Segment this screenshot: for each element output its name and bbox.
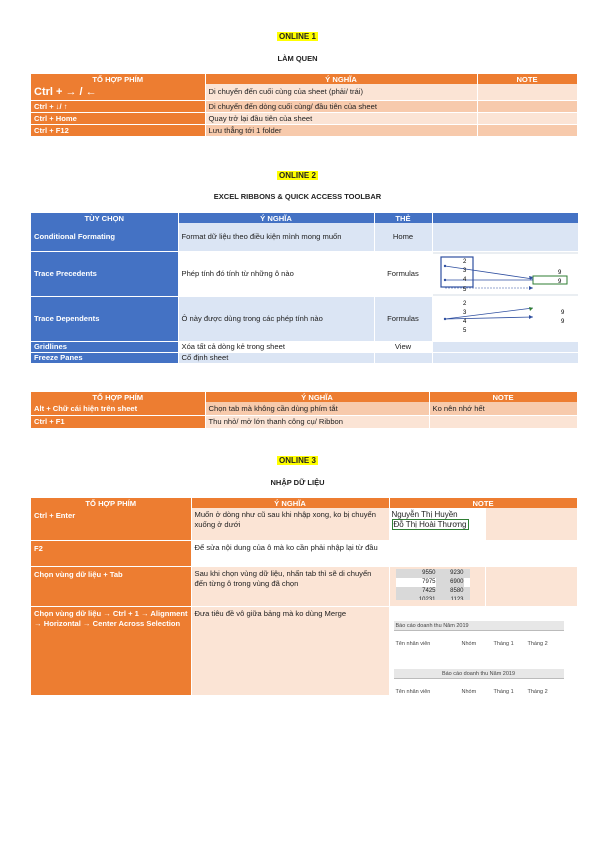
number-cell: 9230 (450, 569, 464, 576)
table-row (31, 223, 578, 251)
grid-number: 3 (462, 309, 466, 316)
shortcut-note (477, 124, 577, 136)
number-cell: 7425 (422, 587, 436, 594)
grid-number: 5 (462, 327, 466, 334)
shortcut-meaning: Quay trở lại đầu tiên của sheet (205, 112, 477, 124)
table-row (31, 352, 578, 363)
section-badge: ONLINE 2 (279, 171, 316, 180)
grid-number: 9 (557, 278, 561, 285)
report-col: Nhóm (461, 640, 477, 647)
shortcut-meaning: Đưa tiêu đề vô giữa bảng mà ko dùng Merge (191, 606, 389, 695)
grid-number: 2 (462, 258, 466, 265)
shortcut-key: Chọn vùng dữ liệu → Ctrl + 1 → Alignment → Horizontal → Center Across Selection (31, 606, 191, 695)
col-header: Ý NGHĨA (205, 74, 477, 84)
option-name: Trace Dependents (31, 296, 178, 341)
option-meaning: Ô này được dùng trong các phép tính nào (178, 296, 374, 341)
grid-number: 2 (462, 300, 466, 307)
col-header: Ý NGHĨA (191, 498, 389, 508)
shortcut-key: Alt + Chữ cái hiện trên sheet (31, 402, 205, 415)
section-title: NHẬP DỮ LIỆU (270, 478, 325, 487)
table-header (31, 213, 578, 223)
col-header: THẺ (374, 213, 432, 223)
col-header: NOTE (429, 392, 577, 402)
shortcut-meaning: Lưu thẳng tới 1 folder (205, 124, 477, 136)
center-across-illustration (389, 606, 577, 695)
col-header: TỔ HỢP PHÍM (31, 498, 191, 508)
table-row (31, 100, 577, 112)
report-col: Nhóm (461, 688, 477, 695)
option-meaning: Xóa tất cả dòng kẻ trong sheet (178, 341, 374, 352)
table-row (31, 402, 577, 415)
col-header (432, 213, 578, 223)
report-col: Tháng 2 (527, 640, 548, 647)
table-row (31, 84, 577, 100)
name-cells (389, 508, 485, 540)
shortcut-meaning: Muốn ở dòng như cũ sau khi nhập xong, ko bị chuyển xuống ở dưới (191, 508, 389, 540)
grid-number: 4 (462, 318, 466, 325)
report-col: Tháng 2 (527, 688, 548, 695)
col-header: TÙY CHỌN (31, 213, 178, 223)
shortcut-key: F2 (31, 540, 191, 566)
option-name: Gridlines (31, 341, 178, 352)
option-tab (374, 352, 432, 363)
col-header: NOTE (389, 498, 577, 508)
report-col: Tên nhân viên (395, 640, 431, 647)
shortcut-meaning: Di chuyển đến cuối cùng của sheet (phải/ trái) (205, 84, 477, 100)
shortcut-table-1 (31, 74, 578, 137)
report-col: Tháng 1 (493, 640, 514, 647)
shortcut-meaning: Chọn tab mà không cần dùng phím tắt (205, 402, 429, 415)
trace-dependents-illustration (432, 296, 578, 341)
report-title-centered: Báo cáo doanh thu Năm 2019 (441, 670, 516, 677)
table-row (31, 606, 577, 695)
col-header: Ý NGHĨA (178, 213, 374, 223)
option-tab: Home (374, 223, 432, 251)
section-title: EXCEL RIBBONS & QUICK ACCESS TOOLBAR (213, 192, 382, 201)
number-cell: 1123 (450, 596, 464, 600)
option-meaning: Format dữ liệu theo điều kiện mình mong muốn (178, 223, 374, 251)
shortcut-note: Ko nên nhớ hết (429, 402, 577, 415)
number-cell: 7975 (422, 578, 436, 585)
number-cell: 6900 (436, 578, 464, 587)
shortcut-key: Ctrl + Enter (31, 508, 191, 540)
section-badge: ONLINE 1 (279, 32, 316, 41)
table-row (31, 296, 578, 341)
col-header: TỔ HỢP PHÍM (31, 392, 205, 402)
data-entry-table (31, 498, 578, 696)
grid-number: 3 (462, 267, 466, 274)
table-row (31, 124, 577, 136)
number-cell: 10231 (418, 596, 436, 600)
shortcut-note (477, 112, 577, 124)
table-row (31, 251, 578, 296)
report-col: Tháng 1 (493, 688, 514, 695)
name-cell-selected: Đỗ Thị Hoài Thương (393, 520, 467, 529)
table-row (31, 508, 577, 540)
shortcut-key: Ctrl + ↓/ ↑ (31, 100, 205, 112)
shortcut-key: Ctrl + F12 (31, 124, 205, 136)
shortcut-meaning: Sau khi chọn vùng dữ liệu, nhấn tab thì sẽ di chuyển đến từng ô trong vùng đã chọn (191, 566, 389, 606)
table-row (31, 415, 577, 428)
shortcut-meaning: Thu nhỏ/ mở lớn thanh công cụ/ Ribbon (205, 415, 429, 428)
ribbon-table (31, 213, 579, 364)
col-header: Ý NGHĨA (205, 392, 429, 402)
table-header (31, 498, 577, 508)
grid-number: 4 (462, 276, 466, 283)
number-cell: 8580 (450, 587, 464, 594)
table-header (31, 74, 577, 84)
trace-precedents-illustration (432, 251, 578, 296)
report-title: Báo cáo doanh thu Năm 2019 (395, 622, 469, 629)
option-tab: Formulas (374, 251, 432, 296)
option-name: Trace Precedents (31, 251, 178, 296)
option-meaning: Cố định sheet (178, 352, 374, 363)
shortcut-key: Chọn vùng dữ liệu + Tab (31, 566, 191, 606)
option-name: Conditional Formating (31, 223, 178, 251)
report-col: Tên nhân viên (395, 688, 431, 695)
col-header: NOTE (477, 74, 577, 84)
table-row (31, 112, 577, 124)
shortcut-key: Ctrl + → / ← (31, 84, 205, 100)
shortcut-meaning: Để sửa nội dung của ô mà ko cần phải nhập lại từ đầu (191, 540, 389, 566)
section-title: LÀM QUEN (277, 54, 318, 63)
shortcut-table-2 (31, 392, 578, 429)
shortcut-key: Ctrl + Home (31, 112, 205, 124)
shortcut-note (477, 100, 577, 112)
option-tab: View (374, 341, 432, 352)
option-name: Freeze Panes (31, 352, 178, 363)
shortcut-note (429, 415, 577, 428)
grid-number: 5 (462, 286, 466, 293)
section-badge: ONLINE 3 (279, 456, 316, 465)
option-meaning: Phép tính đó tính từ những ô nào (178, 251, 374, 296)
table-row (31, 566, 577, 606)
name-cell: Nguyễn Thị Huyền (391, 510, 458, 519)
shortcut-meaning: Di chuyển đến dòng cuối cùng/ đầu tiên của sheet (205, 100, 477, 112)
col-header: TỔ HỢP PHÍM (31, 74, 205, 84)
option-tab: Formulas (374, 296, 432, 341)
grid-number: 9 (557, 269, 561, 276)
grid-number: 9 (560, 318, 564, 325)
table-row (31, 341, 578, 352)
shortcut-key: Ctrl + F1 (31, 415, 205, 428)
number-range-illustration (389, 566, 485, 606)
table-row (31, 540, 577, 566)
table-header (31, 392, 577, 402)
grid-number: 9 (560, 309, 564, 316)
number-cell: 9550 (422, 569, 436, 576)
shortcut-note (477, 84, 577, 100)
